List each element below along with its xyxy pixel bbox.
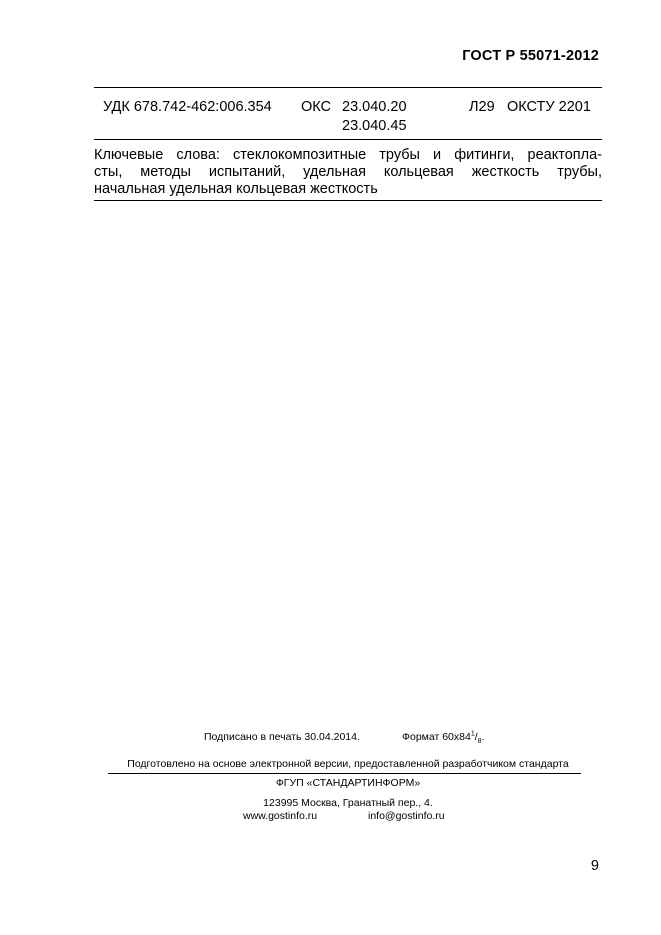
imprint-divider (108, 773, 581, 774)
keywords-paragraph (94, 147, 602, 198)
publisher-address: 123995 Москва, Гранатный пер., 4. (263, 797, 433, 809)
page-number: 9 (590, 858, 599, 874)
okstu-code: ОКСТУ 2201 (507, 99, 591, 115)
middle-divider (94, 139, 602, 140)
signed-date: Подписано в печать 30.04.2014. (204, 731, 360, 743)
format-denominator: 8 (477, 738, 482, 746)
print-format: Формат $60х84^1/_8$. (402, 730, 485, 746)
standard-code: ГОСТ Р 55071-2012 (462, 48, 599, 64)
bottom-divider (94, 200, 602, 201)
format-numerator: 1 (470, 730, 475, 738)
keywords-line-3: начальная удельная кольцевая жесткость (94, 181, 378, 197)
keywords-line-2: сты, методы испытаний, удельная кольцевая жесткость трубы, (94, 164, 602, 180)
publisher-name: ФГУП «СТАНДАРТИНФОРМ» (275, 777, 421, 789)
format-label: Формат 60х84 (402, 731, 471, 743)
oks-label: ОКС (301, 99, 332, 115)
udk-code: УДК 678.742-462:006.354 (103, 99, 272, 115)
l-code: Л29 (469, 99, 495, 115)
keywords-line-1: Ключевые слова: стеклокомпозитные трубы и фитинги, реактопла- (94, 147, 602, 163)
publisher-email: info@gostinfo.ru (368, 810, 445, 822)
oks-code-2: 23.040.45 (342, 118, 407, 134)
oks-code-1: 23.040.20 (342, 99, 407, 115)
top-divider (94, 87, 602, 88)
publisher-website: www.gostinfo.ru (243, 810, 318, 822)
prepared-note: Подготовлено на основе электронной версии, предоставленной разработчиком стандарта (127, 758, 569, 770)
format-end: . (481, 731, 485, 743)
